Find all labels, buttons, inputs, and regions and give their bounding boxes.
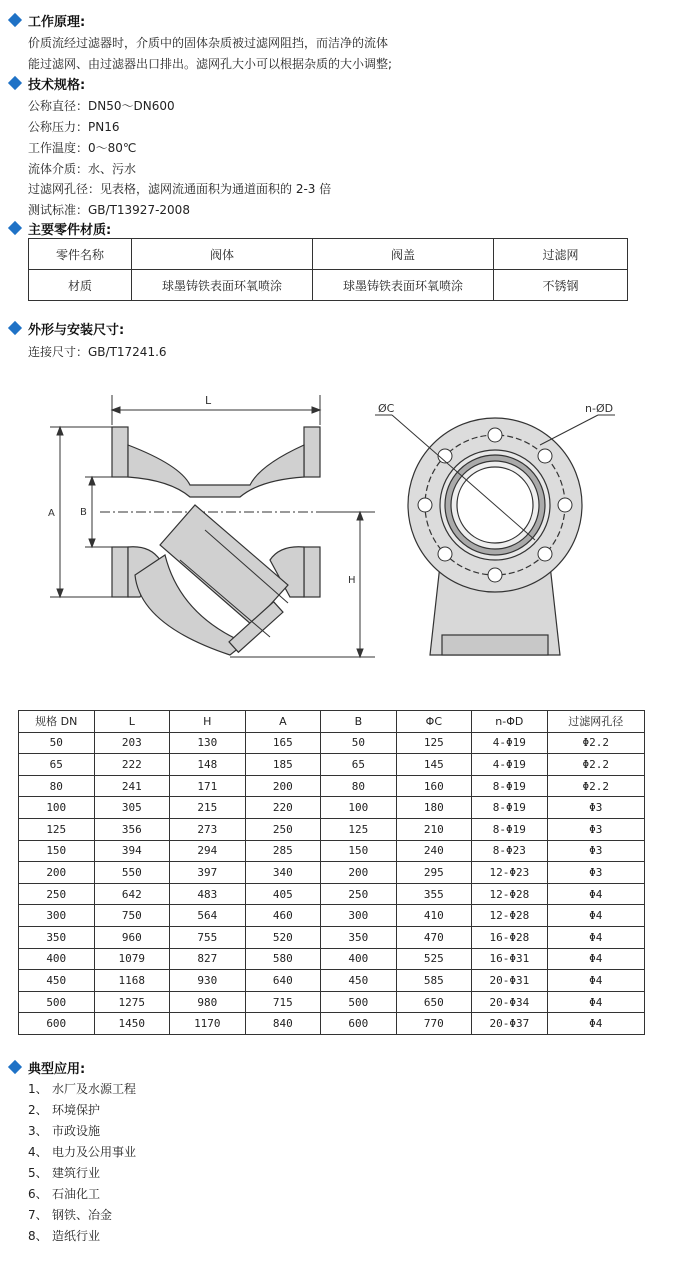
table-cell: Φ3 bbox=[547, 840, 644, 862]
table-cell: 1275 bbox=[94, 991, 170, 1013]
list-item-number: 8、 bbox=[28, 1229, 48, 1243]
table-cell: 阀盖 bbox=[313, 239, 494, 270]
table-cell: 410 bbox=[396, 905, 472, 927]
table-cell: 300 bbox=[19, 905, 95, 927]
table-cell: 16-Φ28 bbox=[472, 926, 548, 948]
diamond-bullet-icon bbox=[8, 321, 22, 335]
table-cell: 305 bbox=[94, 797, 170, 819]
table-cell: 930 bbox=[170, 970, 246, 992]
table-cell: 球墨铸铁表面环氧喷涂 bbox=[132, 270, 313, 301]
list-item-text: 电力及公用事业 bbox=[52, 1145, 137, 1159]
table-header-cell: 规格 DN bbox=[19, 711, 95, 733]
table-cell: 8-Φ19 bbox=[472, 818, 548, 840]
section-heading-specs: 技术规格: bbox=[8, 73, 85, 93]
table-cell: 160 bbox=[396, 775, 472, 797]
dimension-spec-table bbox=[18, 710, 645, 1035]
table-cell: 不锈钢 bbox=[494, 270, 628, 301]
table-row bbox=[19, 797, 645, 819]
diamond-bullet-icon bbox=[8, 1060, 22, 1074]
table-cell: 65 bbox=[321, 754, 397, 776]
table-cell: 阀体 bbox=[132, 239, 313, 270]
table-cell: 356 bbox=[94, 818, 170, 840]
table-cell: Φ3 bbox=[547, 818, 644, 840]
applications-list bbox=[28, 1080, 136, 1248]
table-row bbox=[19, 775, 645, 797]
table-cell: 171 bbox=[170, 775, 246, 797]
y-strainer-side-view-drawing bbox=[30, 385, 390, 675]
table-row bbox=[19, 754, 645, 776]
table-cell: 400 bbox=[19, 948, 95, 970]
table-cell: Φ2.2 bbox=[547, 732, 644, 754]
table-cell: 125 bbox=[396, 732, 472, 754]
table-cell: 355 bbox=[396, 883, 472, 905]
table-cell: 600 bbox=[19, 1013, 95, 1035]
table-cell: 1168 bbox=[94, 970, 170, 992]
table-cell: 200 bbox=[321, 862, 397, 884]
spec-line: 公称直径：DN50～DN600 bbox=[28, 99, 175, 113]
table-cell: 980 bbox=[170, 991, 246, 1013]
table-cell: 80 bbox=[321, 775, 397, 797]
table-cell: 640 bbox=[245, 970, 321, 992]
table-cell: 405 bbox=[245, 883, 321, 905]
table-cell: Φ4 bbox=[547, 991, 644, 1013]
section-heading-materials: 主要零件材质: bbox=[8, 218, 111, 238]
table-cell: 1170 bbox=[170, 1013, 246, 1035]
list-item-number: 2、 bbox=[28, 1103, 48, 1117]
table-header-cell: B bbox=[321, 711, 397, 733]
table-cell: 1450 bbox=[94, 1013, 170, 1035]
table-cell: 165 bbox=[245, 732, 321, 754]
table-cell: 50 bbox=[19, 732, 95, 754]
table-cell: 80 bbox=[19, 775, 95, 797]
list-item-number: 6、 bbox=[28, 1187, 48, 1201]
table-cell: 150 bbox=[321, 840, 397, 862]
table-cell: 450 bbox=[321, 970, 397, 992]
list-item-text: 石油化工 bbox=[52, 1187, 101, 1201]
table-cell: 球墨铸铁表面环氧喷涂 bbox=[313, 270, 494, 301]
table-row bbox=[19, 970, 645, 992]
table-row bbox=[19, 948, 645, 970]
principle-line-2: 能过滤网、由过滤器出口排出。滤网孔大小可以根据杂质的大小调整; bbox=[28, 57, 393, 71]
table-cell: 130 bbox=[170, 732, 246, 754]
table-cell: 525 bbox=[396, 948, 472, 970]
list-item-text: 钢铁、冶金 bbox=[52, 1208, 113, 1222]
table-cell: 8-Φ19 bbox=[472, 775, 548, 797]
table-cell: 125 bbox=[19, 818, 95, 840]
table-cell: 273 bbox=[170, 818, 246, 840]
table-cell: 450 bbox=[19, 970, 95, 992]
table-header-row bbox=[19, 711, 645, 733]
table-cell: 241 bbox=[94, 775, 170, 797]
table-cell: 285 bbox=[245, 840, 321, 862]
table-cell: 500 bbox=[19, 991, 95, 1013]
table-cell: 零件名称 bbox=[29, 239, 132, 270]
diamond-bullet-icon bbox=[8, 221, 22, 235]
table-row bbox=[19, 1013, 645, 1035]
table-cell: 200 bbox=[245, 775, 321, 797]
connection-standard: 连接尺寸：GB/T17241.6 bbox=[28, 345, 167, 359]
principle-line-1: 价质流经过滤器时，介质中的固体杂质被过滤网阻挡，而洁净的流体 bbox=[28, 36, 389, 50]
table-header-cell: 过滤网孔径 bbox=[547, 711, 644, 733]
table-cell: 4-Φ19 bbox=[472, 732, 548, 754]
section-heading-dimensions: 外形与安装尺寸: bbox=[8, 318, 124, 338]
table-cell: 4-Φ19 bbox=[472, 754, 548, 776]
list-item-text: 环境保护 bbox=[52, 1103, 101, 1117]
table-row bbox=[29, 270, 628, 301]
table-cell: Φ4 bbox=[547, 926, 644, 948]
table-cell: 148 bbox=[170, 754, 246, 776]
table-cell: Φ3 bbox=[547, 797, 644, 819]
table-cell: 350 bbox=[19, 926, 95, 948]
table-row bbox=[29, 239, 628, 270]
table-cell: 520 bbox=[245, 926, 321, 948]
spec-line: 工作温度：0～80℃ bbox=[28, 141, 137, 155]
table-cell: 16-Φ31 bbox=[472, 948, 548, 970]
list-item-text: 造纸行业 bbox=[52, 1229, 101, 1243]
table-cell: 过滤网 bbox=[494, 239, 628, 270]
list-item-number: 5、 bbox=[28, 1166, 48, 1180]
dimension-label-nD: n-ØD bbox=[585, 402, 614, 415]
table-cell: 185 bbox=[245, 754, 321, 776]
table-cell: Φ4 bbox=[547, 1013, 644, 1035]
table-cell: 100 bbox=[321, 797, 397, 819]
table-cell: 65 bbox=[19, 754, 95, 776]
table-cell: 180 bbox=[396, 797, 472, 819]
table-cell: 340 bbox=[245, 862, 321, 884]
table-row bbox=[19, 926, 645, 948]
table-cell: 250 bbox=[245, 818, 321, 840]
table-cell: Φ4 bbox=[547, 970, 644, 992]
table-cell: 470 bbox=[396, 926, 472, 948]
list-item bbox=[28, 1206, 136, 1227]
table-header-cell: n-ΦD bbox=[472, 711, 548, 733]
table-cell: 220 bbox=[245, 797, 321, 819]
list-item bbox=[28, 1227, 136, 1248]
table-cell: 125 bbox=[321, 818, 397, 840]
table-row bbox=[19, 840, 645, 862]
table-cell: 580 bbox=[245, 948, 321, 970]
table-cell: Φ4 bbox=[547, 905, 644, 927]
list-item-number: 4、 bbox=[28, 1145, 48, 1159]
table-cell: 715 bbox=[245, 991, 321, 1013]
list-item bbox=[28, 1080, 136, 1101]
table-cell: 397 bbox=[170, 862, 246, 884]
list-item bbox=[28, 1101, 136, 1122]
table-cell: 295 bbox=[396, 862, 472, 884]
table-cell: 240 bbox=[396, 840, 472, 862]
table-cell: 12-Φ28 bbox=[472, 905, 548, 927]
table-cell: 500 bbox=[321, 991, 397, 1013]
diamond-bullet-icon bbox=[8, 76, 22, 90]
list-item-text: 市政设施 bbox=[52, 1124, 101, 1138]
dimension-label-L: L bbox=[205, 394, 212, 407]
dimension-label-C: ØC bbox=[378, 402, 395, 415]
section-heading-applications: 典型应用: bbox=[8, 1057, 85, 1077]
list-item bbox=[28, 1164, 136, 1185]
table-row bbox=[19, 991, 645, 1013]
section-heading-principle: 工作原理: bbox=[8, 10, 85, 30]
table-header-cell: H bbox=[170, 711, 246, 733]
table-cell: 12-Φ28 bbox=[472, 883, 548, 905]
table-cell: 650 bbox=[396, 991, 472, 1013]
table-cell: 20-Φ37 bbox=[472, 1013, 548, 1035]
dimension-label-H: H bbox=[348, 575, 356, 586]
table-cell: 642 bbox=[94, 883, 170, 905]
table-cell: Φ4 bbox=[547, 883, 644, 905]
table-cell: 300 bbox=[321, 905, 397, 927]
table-cell: 250 bbox=[321, 883, 397, 905]
list-item-number: 7、 bbox=[28, 1208, 48, 1222]
table-cell: 210 bbox=[396, 818, 472, 840]
table-row bbox=[19, 862, 645, 884]
diamond-bullet-icon bbox=[8, 13, 22, 27]
table-cell: 483 bbox=[170, 883, 246, 905]
table-cell: 564 bbox=[170, 905, 246, 927]
table-cell: 585 bbox=[396, 970, 472, 992]
list-item-number: 1、 bbox=[28, 1082, 48, 1096]
spec-line: 过滤网孔径：见表格，滤网流通面积为通道面积的 2-3 倍 bbox=[28, 182, 332, 196]
table-cell: 12-Φ23 bbox=[472, 862, 548, 884]
table-cell: 750 bbox=[94, 905, 170, 927]
table-cell: 150 bbox=[19, 840, 95, 862]
table-cell: 材质 bbox=[29, 270, 132, 301]
table-row bbox=[19, 818, 645, 840]
table-cell: 215 bbox=[170, 797, 246, 819]
table-cell: 1079 bbox=[94, 948, 170, 970]
table-cell: 960 bbox=[94, 926, 170, 948]
table-cell: 755 bbox=[170, 926, 246, 948]
spec-line: 公称压力：PN16 bbox=[28, 120, 120, 134]
y-strainer-front-view-drawing bbox=[370, 395, 630, 680]
table-cell: 770 bbox=[396, 1013, 472, 1035]
dimension-label-B: B bbox=[80, 507, 87, 518]
table-cell: 294 bbox=[170, 840, 246, 862]
spec-line: 流体介质：水、污水 bbox=[28, 162, 137, 176]
table-cell: 200 bbox=[19, 862, 95, 884]
table-cell: 400 bbox=[321, 948, 397, 970]
table-cell: Φ2.2 bbox=[547, 775, 644, 797]
table-cell: 145 bbox=[396, 754, 472, 776]
table-cell: 250 bbox=[19, 883, 95, 905]
spec-line: 测试标准：GB/T13927-2008 bbox=[28, 203, 190, 217]
table-cell: 460 bbox=[245, 905, 321, 927]
table-row bbox=[19, 905, 645, 927]
table-cell: Φ4 bbox=[547, 948, 644, 970]
list-item-number: 3、 bbox=[28, 1124, 48, 1138]
table-header-cell: L bbox=[94, 711, 170, 733]
list-item bbox=[28, 1122, 136, 1143]
table-cell: 350 bbox=[321, 926, 397, 948]
table-cell: 20-Φ34 bbox=[472, 991, 548, 1013]
list-item-text: 水厂及水源工程 bbox=[52, 1082, 137, 1096]
table-cell: 827 bbox=[170, 948, 246, 970]
list-item bbox=[28, 1143, 136, 1164]
dimension-label-A: A bbox=[48, 508, 55, 519]
table-cell: 203 bbox=[94, 732, 170, 754]
table-cell: 100 bbox=[19, 797, 95, 819]
table-cell: 222 bbox=[94, 754, 170, 776]
table-row bbox=[19, 732, 645, 754]
table-cell: 8-Φ19 bbox=[472, 797, 548, 819]
table-cell: 20-Φ31 bbox=[472, 970, 548, 992]
table-header-cell: A bbox=[245, 711, 321, 733]
table-header-cell: ΦC bbox=[396, 711, 472, 733]
table-cell: 840 bbox=[245, 1013, 321, 1035]
table-cell: Φ2.2 bbox=[547, 754, 644, 776]
table-cell: Φ3 bbox=[547, 862, 644, 884]
table-cell: 394 bbox=[94, 840, 170, 862]
table-cell: 600 bbox=[321, 1013, 397, 1035]
table-cell: 8-Φ23 bbox=[472, 840, 548, 862]
table-row bbox=[19, 883, 645, 905]
table-cell: 50 bbox=[321, 732, 397, 754]
list-item-text: 建筑行业 bbox=[52, 1166, 101, 1180]
list-item bbox=[28, 1185, 136, 1206]
materials-table bbox=[28, 238, 628, 301]
table-cell: 550 bbox=[94, 862, 170, 884]
